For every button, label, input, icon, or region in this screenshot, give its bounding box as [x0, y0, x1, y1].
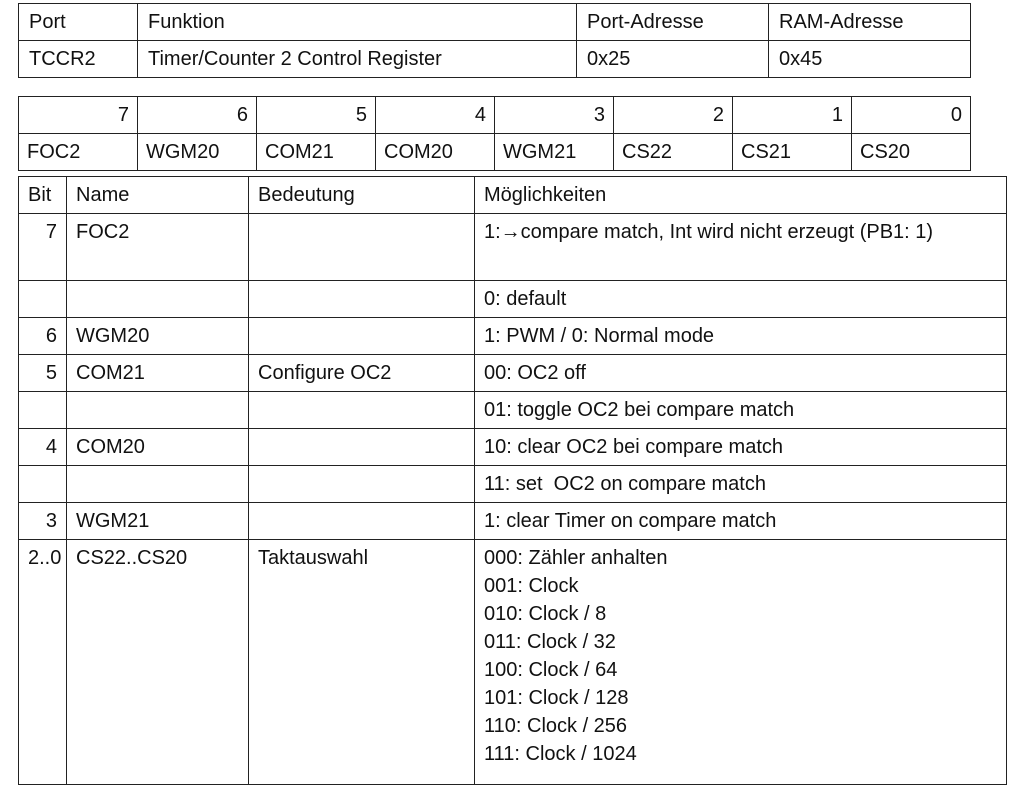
row-options: 01: toggle OC2 bei compare match: [475, 392, 1007, 429]
row-bit: 7: [19, 214, 67, 281]
row-options: 00: OC2 off: [475, 355, 1007, 392]
row-options-list: [475, 540, 1007, 785]
ram-address-value: 0x45: [769, 41, 971, 78]
row-meaning: [249, 318, 475, 355]
bit-name: WGM20: [138, 134, 257, 171]
option-line: 001: Clock: [484, 575, 579, 597]
row-name: WGM21: [67, 503, 249, 540]
bit-name: WGM21: [495, 134, 614, 171]
bit-number: 1: [733, 97, 852, 134]
row-meaning: [249, 392, 475, 429]
bit-name: CS20: [852, 134, 971, 171]
ram-address-header: RAM-Adresse: [769, 4, 971, 41]
row-bit: 3: [19, 503, 67, 540]
bit-layout-table: [18, 96, 971, 171]
bit-name: CS21: [733, 134, 852, 171]
row-bit: 2..0: [19, 540, 67, 785]
option-line: 110: Clock / 256: [484, 715, 628, 737]
row-options: 10: clear OC2 bei compare match: [475, 429, 1007, 466]
row-bit: 5: [19, 355, 67, 392]
bit-description-table: [18, 176, 1007, 785]
port-info-row: [19, 41, 971, 78]
row-options: 1: clear Timer on compare match: [475, 503, 1007, 540]
port-info-header-row: [19, 4, 971, 41]
row-name: FOC2: [67, 214, 249, 281]
bit-number: 5: [257, 97, 376, 134]
row-name: [67, 466, 249, 503]
port-header: Port: [19, 4, 138, 41]
option-line: 011: Clock / 32: [484, 631, 616, 653]
bit-number-row: [19, 97, 971, 134]
bit-name-row: [19, 134, 971, 171]
function-value: Timer/Counter 2 Control Register: [138, 41, 577, 78]
table-row: [19, 281, 1007, 318]
row-options: 1: PWM / 0: Normal mode: [475, 318, 1007, 355]
option-line: 000: Zähler anhalten: [484, 547, 668, 569]
row-bit: [19, 281, 67, 318]
bit-name: COM20: [376, 134, 495, 171]
row-name: WGM20: [67, 318, 249, 355]
row-meaning: [249, 503, 475, 540]
row-name: [67, 392, 249, 429]
row-options: 1:→compare match, Int wird nicht erzeugt (PB1: 1): [475, 214, 1007, 281]
table-row: [19, 540, 1007, 785]
row-meaning: Configure OC2: [249, 355, 475, 392]
row-meaning: [249, 281, 475, 318]
row-name: [67, 281, 249, 318]
table-row: [19, 214, 1007, 281]
row-name: COM21: [67, 355, 249, 392]
row-bit: [19, 466, 67, 503]
table-row: [19, 429, 1007, 466]
bit-number: 3: [495, 97, 614, 134]
row-meaning: [249, 214, 475, 281]
row-name: CS22..CS20: [67, 540, 249, 785]
meaning-header: Bedeutung: [249, 177, 475, 214]
port-value: TCCR2: [19, 41, 138, 78]
row-meaning: [249, 429, 475, 466]
bit-number: 2: [614, 97, 733, 134]
option-line: 111: Clock / 1024: [484, 743, 637, 765]
table-row: [19, 503, 1007, 540]
bit-name: CS22: [614, 134, 733, 171]
options-header: Möglichkeiten: [475, 177, 1007, 214]
port-info-table: [18, 3, 971, 78]
row-options: 11: set OC2 on compare match: [475, 466, 1007, 503]
table-row: [19, 466, 1007, 503]
description-header-row: [19, 177, 1007, 214]
table-row: [19, 355, 1007, 392]
bit-number: 0: [852, 97, 971, 134]
bit-number: 7: [19, 97, 138, 134]
bit-name: FOC2: [19, 134, 138, 171]
row-bit: 4: [19, 429, 67, 466]
option-line: 101: Clock / 128: [484, 687, 629, 709]
row-bit: [19, 392, 67, 429]
option-line: 100: Clock / 64: [484, 659, 618, 681]
row-name: COM20: [67, 429, 249, 466]
bit-header: Bit: [19, 177, 67, 214]
bit-name: COM21: [257, 134, 376, 171]
row-meaning: Taktauswahl: [249, 540, 475, 785]
table-row: [19, 392, 1007, 429]
name-header: Name: [67, 177, 249, 214]
row-meaning: [249, 466, 475, 503]
bit-number: 6: [138, 97, 257, 134]
function-header: Funktion: [138, 4, 577, 41]
row-bit: 6: [19, 318, 67, 355]
option-line: 010: Clock / 8: [484, 603, 607, 625]
port-address-value: 0x25: [577, 41, 769, 78]
port-address-header: Port-Adresse: [577, 4, 769, 41]
table-row: [19, 318, 1007, 355]
row-options: 0: default: [475, 281, 1007, 318]
bit-number: 4: [376, 97, 495, 134]
